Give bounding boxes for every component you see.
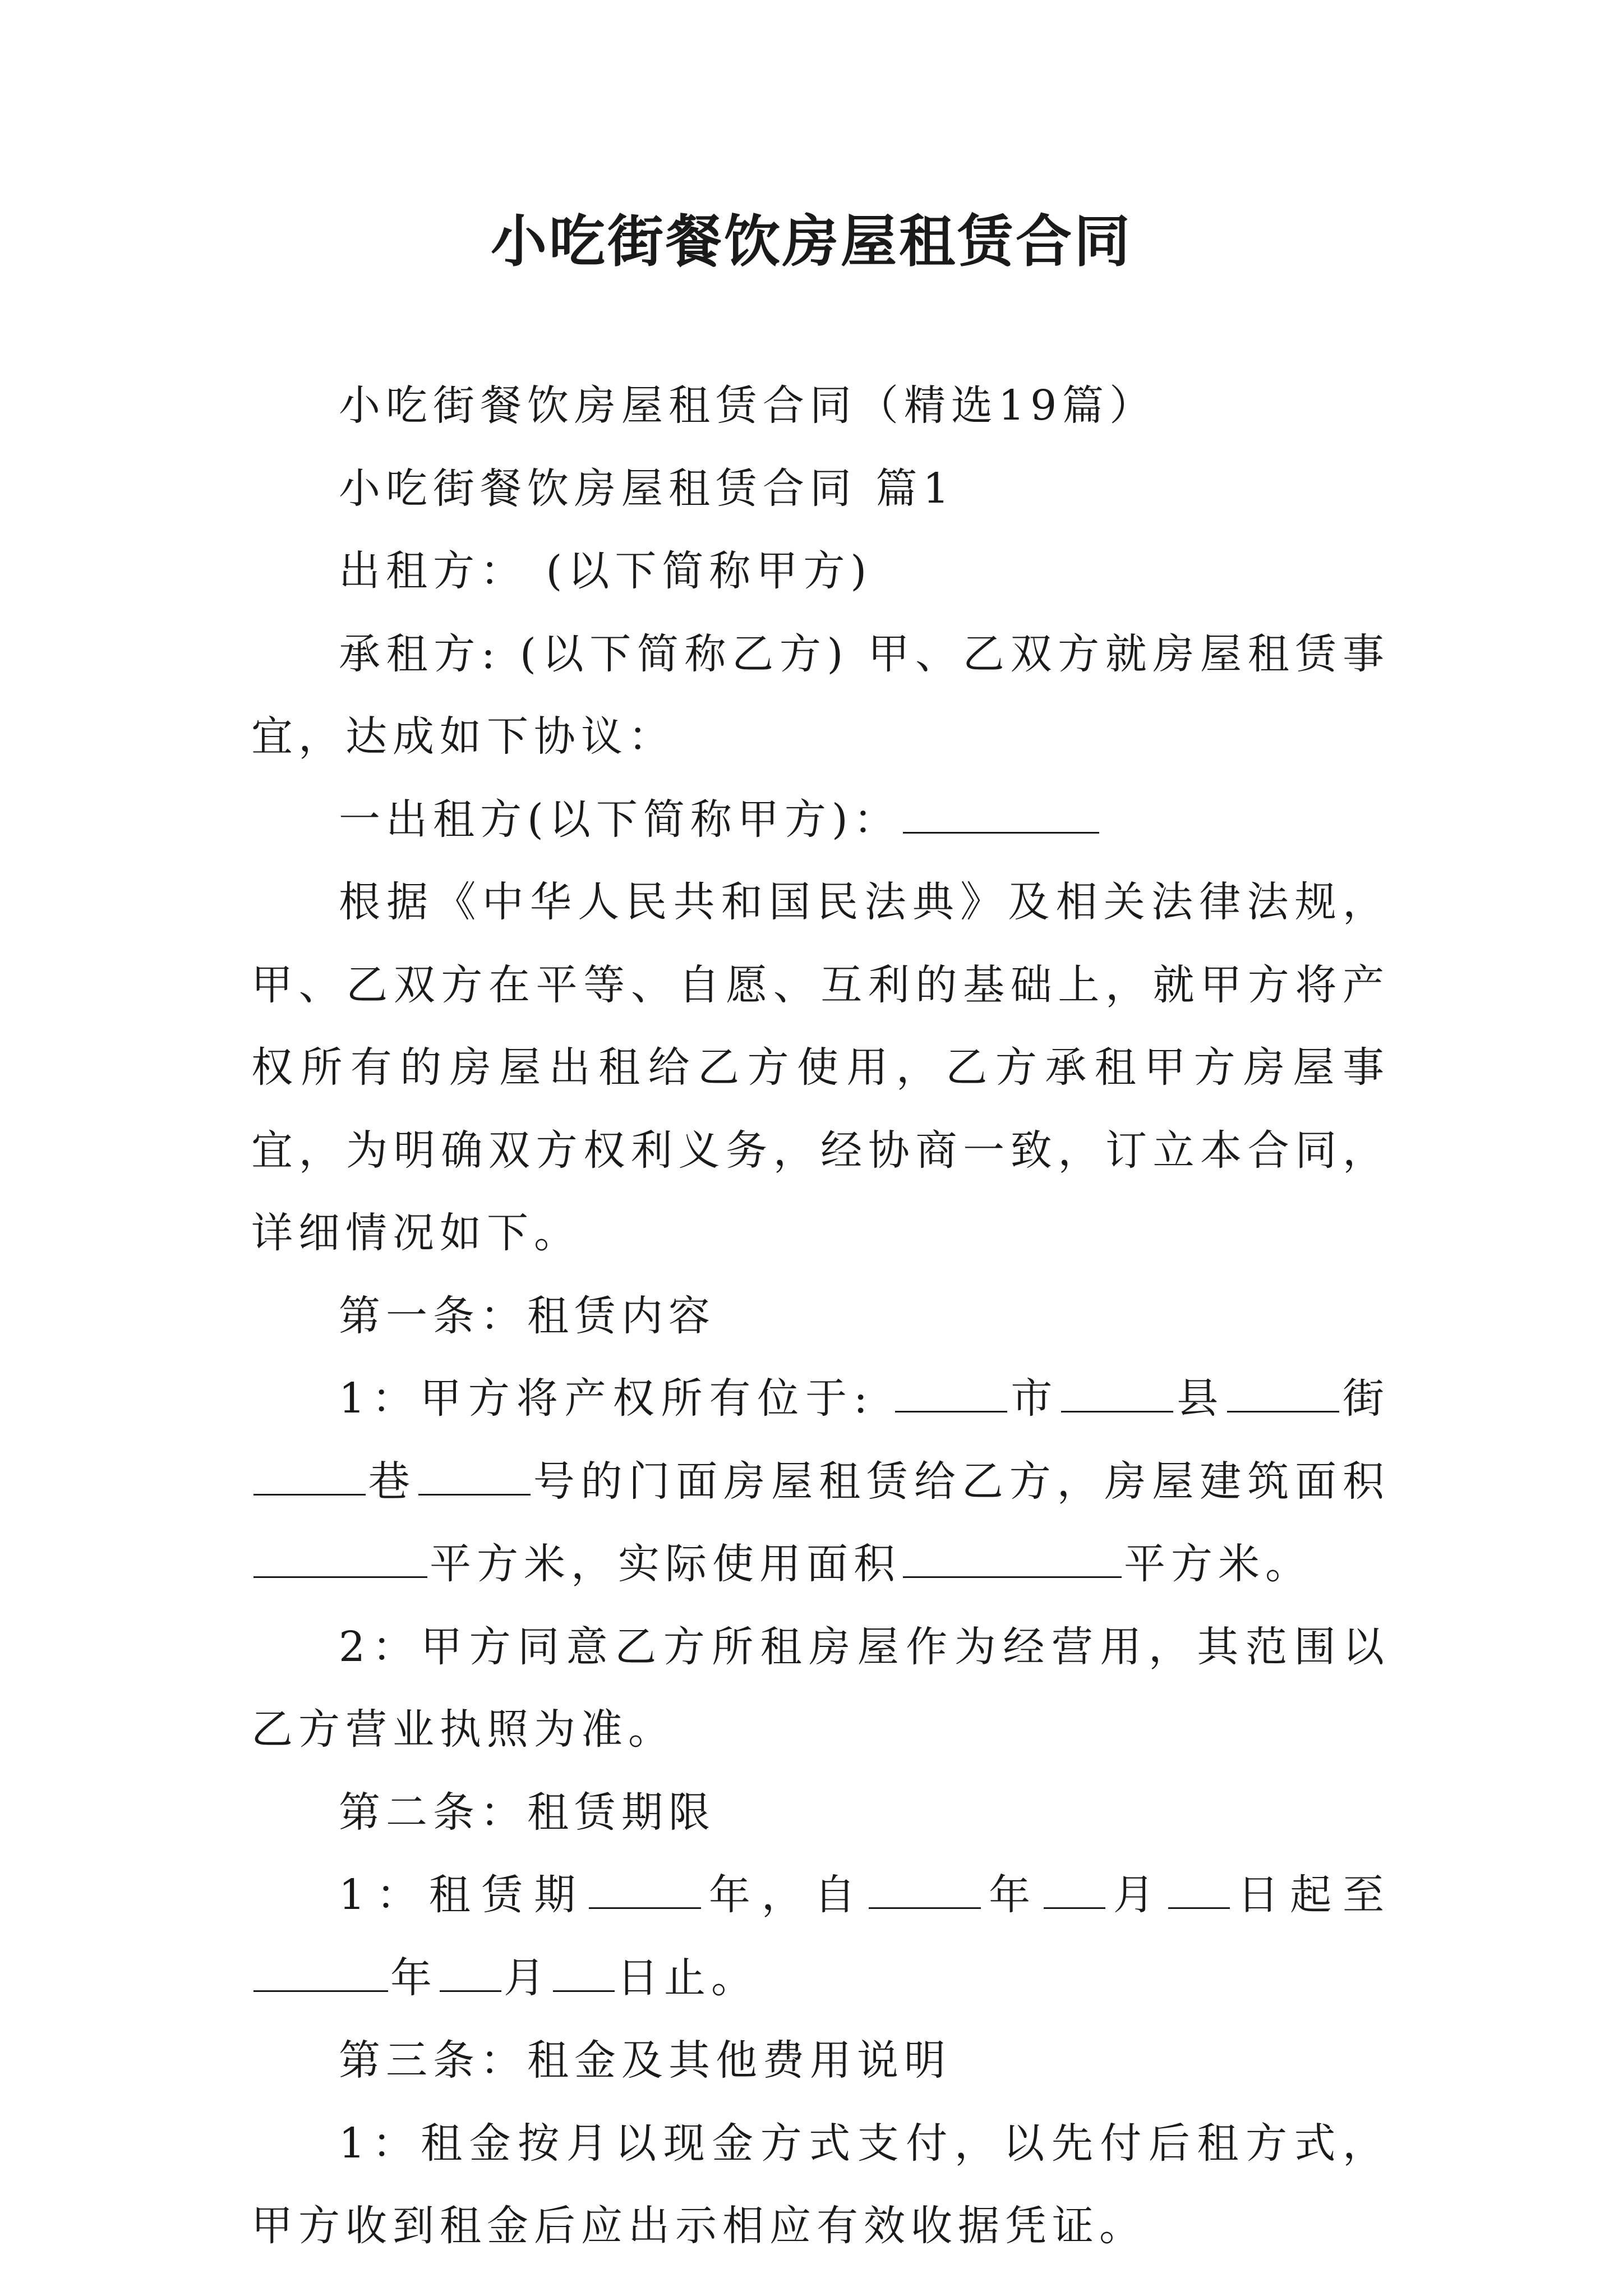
lessor-label: 一出租方(以下简称甲方)： xyxy=(339,795,901,844)
end-day-blank xyxy=(553,1955,615,1992)
paragraph-chapter-heading: 小吃街餐饮房屋租赁合同 篇1 xyxy=(339,464,955,513)
paragraph-preamble: 根据《中华人民共和国民法典》及相关法律法规，甲、乙双方在平等、自愿、互利的基础上，就甲方将产权所有的房屋出租给乙方使用，乙方承租甲方房屋事宜，为明确双方权利义务，经协商一致，订立本合同，详细情况如下。 xyxy=(251,878,1390,1257)
end-year-blank xyxy=(253,1955,388,1992)
start-day-blank xyxy=(1168,1872,1230,1909)
start-year-blank xyxy=(869,1872,981,1909)
text-segment: 巷 xyxy=(368,1457,416,1506)
street-blank xyxy=(1227,1376,1339,1412)
building-area-blank xyxy=(253,1542,427,1578)
county-blank xyxy=(1061,1376,1173,1412)
text-segment: 县 xyxy=(1175,1374,1225,1423)
paragraph-collection-title: 小吃街餐饮房屋租赁合同（精选19篇） xyxy=(339,381,1157,430)
text-segment: 日起至 xyxy=(1232,1871,1390,1919)
article-1-item-1 xyxy=(251,1358,1390,1606)
document-body xyxy=(251,365,1390,2268)
alley-blank xyxy=(253,1459,366,1496)
paragraph-lessor-name-line xyxy=(251,779,1390,862)
house-number-blank xyxy=(418,1459,531,1496)
lessor-name-blank xyxy=(903,797,1099,834)
city-blank xyxy=(895,1376,1007,1412)
lease-years-blank xyxy=(589,1872,701,1909)
text-segment: 平方米，实际使用面积 xyxy=(430,1540,901,1588)
text-segment: 1：甲方将产权所有位于: xyxy=(339,1374,874,1423)
text-segment: 号的门面房屋租赁给乙方，房屋建筑面积 xyxy=(532,1457,1390,1506)
text-segment: 街 xyxy=(1341,1374,1390,1423)
text-segment: 月 xyxy=(1107,1871,1166,1919)
start-month-blank xyxy=(1044,1872,1105,1909)
text-segment: 1：租赁期 xyxy=(339,1871,587,1919)
article-2-heading: 第二条：租赁期限 xyxy=(339,1788,716,1837)
article-1-heading: 第一条：租赁内容 xyxy=(339,1291,716,1340)
article-1-item-2: 2：甲方同意乙方所租房屋作为经营用，其范围以乙方营业执照为准。 xyxy=(251,1622,1390,1754)
paragraph-lessee: 承租方: (以下简称乙方) 甲、乙双方就房屋租赁事宜，达成如下协议： xyxy=(251,629,1390,761)
document-title: 小吃街餐饮房屋租赁合同 xyxy=(491,208,1132,274)
text-segment: 年 xyxy=(390,1953,437,2002)
article-3-heading: 第三条：租金及其他费用说明 xyxy=(339,2036,951,2085)
article-2-item-1 xyxy=(251,1854,1390,2019)
end-month-blank xyxy=(440,1955,501,1992)
text-segment: 年 xyxy=(983,1871,1041,1919)
usable-area-blank xyxy=(903,1542,1122,1578)
text-segment: 市 xyxy=(1009,1374,1059,1423)
text-segment: 日止。 xyxy=(617,1953,758,2002)
text-segment: 平方米。 xyxy=(1124,1540,1312,1588)
paragraph-lessor: 出租方： (以下简称甲方) xyxy=(339,547,873,595)
text-segment: 月 xyxy=(504,1953,551,2002)
text-segment: 年，自 xyxy=(703,1871,867,1919)
article-3-item-1: 1：租金按月以现金方式支付，以先付后租方式，甲方收到租金后应出示相应有效收据凭证。 xyxy=(251,2119,1390,2250)
